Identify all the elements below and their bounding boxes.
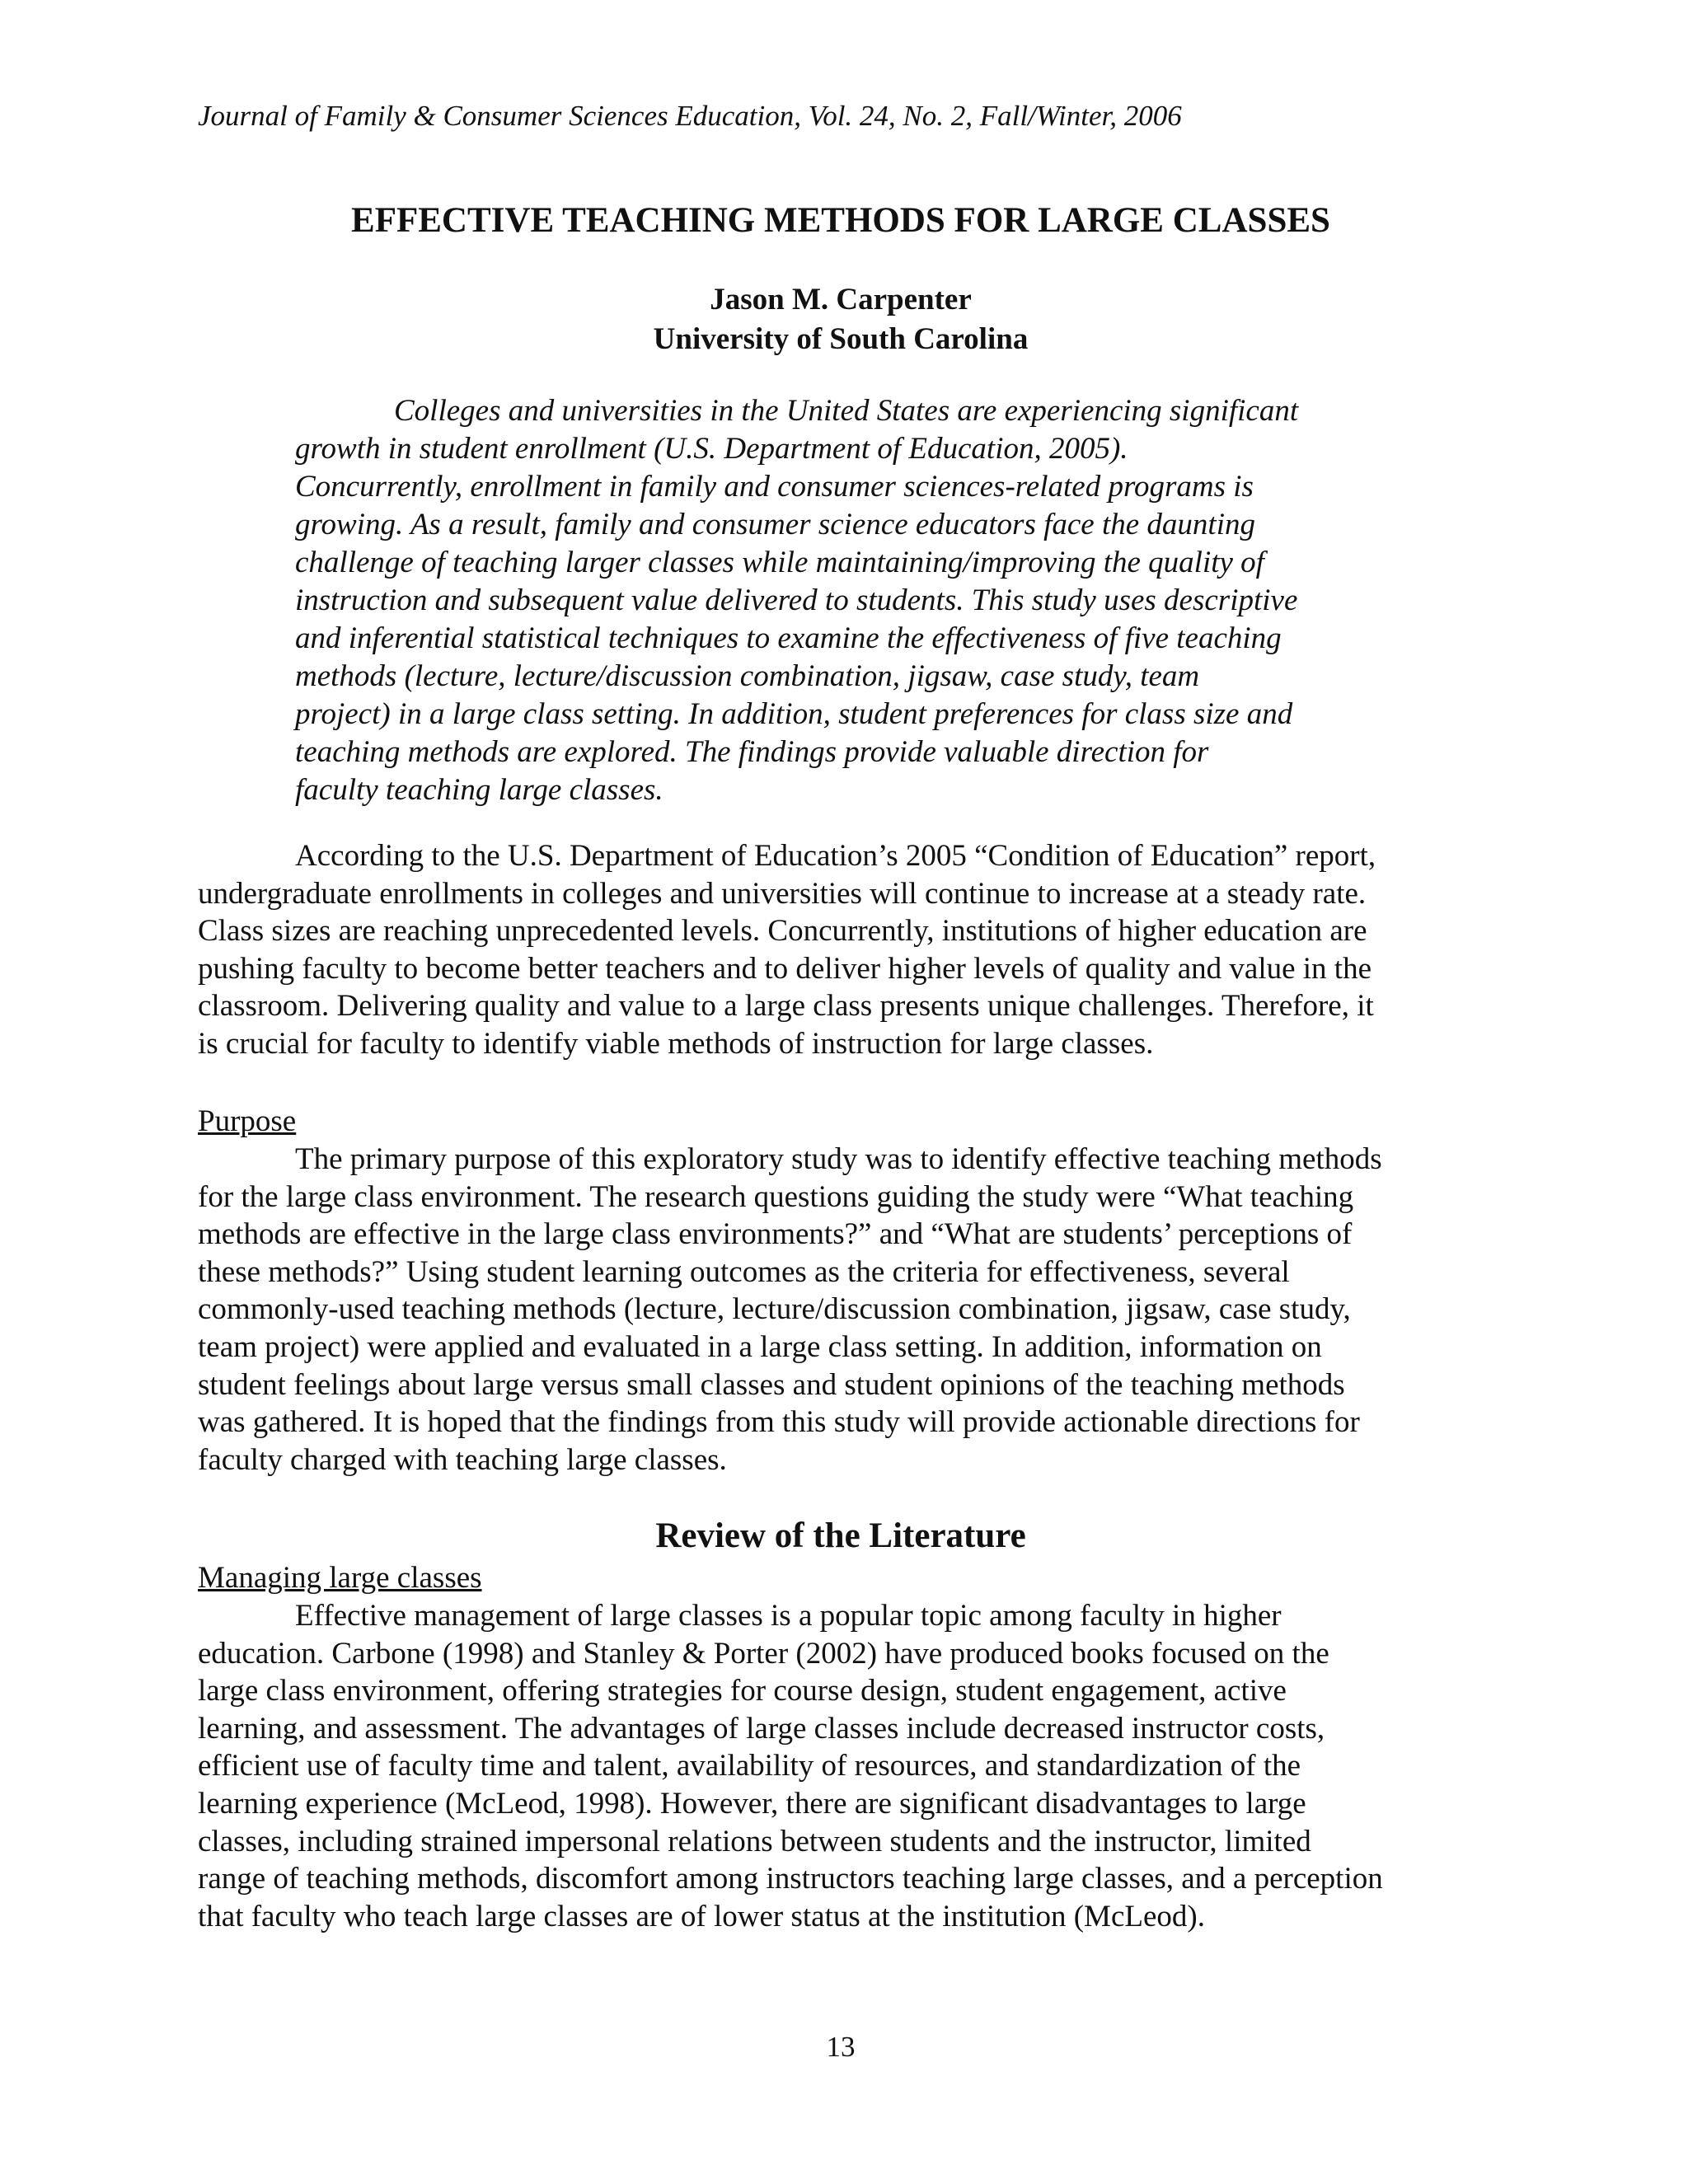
running-header: Journal of Family & Consumer Sciences Education, Vol. 24, No. 2, Fall/Winter, 2006 xyxy=(198,100,1182,132)
literature-heading: Review of the Literature xyxy=(655,1516,1026,1555)
abstract-line: project) in a large class setting. In addition, student preferences for class size and xyxy=(295,697,1293,731)
abstract-line: methods (lecture, lecture/discussion combination, jigsaw, case study, team xyxy=(295,659,1200,693)
intro-paragraph xyxy=(198,837,1484,1063)
purpose-line: commonly-used teaching methods (lecture, lecture/discussion combination, jigsaw, case study, xyxy=(198,1292,1351,1327)
purpose-line: for the large class environment. The research questions guiding the study were “What teaching xyxy=(198,1179,1354,1214)
purpose-line: The primary purpose of this exploratory study was to identify effective teaching methods xyxy=(295,1142,1382,1176)
article-title: EFFECTIVE TEACHING METHODS FOR LARGE CLASSES xyxy=(351,201,1330,240)
abstract-line: growth in student enrollment (U.S. Department of Education, 2005). xyxy=(295,432,1128,466)
intro-line: classroom. Delivering quality and value to a large class presents unique challenges. Therefore, it xyxy=(198,989,1374,1024)
purpose-heading: Purpose xyxy=(198,1104,297,1138)
abstract-line: teaching methods are explored. The findings provide valuable direction for xyxy=(295,735,1209,769)
managing-large-classes-heading: Managing large classes xyxy=(198,1561,482,1595)
intro-line: is crucial for faculty to identify viable methods of instruction for large classes. xyxy=(198,1026,1154,1061)
intro-line: According to the U.S. Department of Education’s 2005 “Condition of Education” report, xyxy=(295,839,1376,873)
abstract xyxy=(295,392,1400,809)
abstract-line: faculty teaching large classes. xyxy=(295,773,663,807)
page-number: 13 xyxy=(826,2031,856,2063)
literature-line: Effective management of large classes is a popular topic among faculty in higher xyxy=(295,1599,1282,1633)
author-affiliation: University of South Carolina xyxy=(653,322,1029,356)
literature-line: classes, including strained impersonal relations between students and the instructor, limited xyxy=(198,1824,1311,1858)
intro-line: pushing faculty to become better teachers and to deliver higher levels of quality and value in the xyxy=(198,951,1372,986)
purpose-line: methods are effective in the large class environments?” and “What are students’ perceptions of xyxy=(198,1217,1353,1252)
purpose-line: student feelings about large versus small classes and student opinions of the teaching methods xyxy=(198,1367,1345,1402)
abstract-line: instruction and subsequent value delivered to students. This study uses descriptive xyxy=(295,583,1298,617)
abstract-line: growing. As a result, family and consumer science educators face the daunting xyxy=(295,508,1255,541)
purpose-paragraph xyxy=(198,1141,1484,1479)
author-block xyxy=(198,280,1484,359)
abstract-line: and inferential statistical techniques to examine the effectiveness of five teaching xyxy=(295,621,1282,655)
literature-line: range of teaching methods, discomfort among instructors teaching large classes, and a perception xyxy=(198,1862,1383,1896)
literature-line: efficient use of faculty time and talent, availability of resources, and standardization of the xyxy=(198,1749,1301,1783)
literature-line: that faculty who teach large classes are of lower status at the institution (McLeod). xyxy=(198,1899,1205,1933)
literature-line: learning, and assessment. The advantages of large classes include decreased instructor costs, xyxy=(198,1711,1325,1746)
purpose-line: team project) were applied and evaluated in a large class setting. In addition, information on xyxy=(198,1329,1322,1364)
literature-line: education. Carbone (1998) and Stanley & Porter (2002) have produced books focused on the xyxy=(198,1636,1329,1671)
purpose-line: faculty charged with teaching large classes. xyxy=(198,1442,727,1477)
abstract-line: Concurrently, enrollment in family and consumer sciences-related programs is xyxy=(295,470,1254,504)
intro-line: Class sizes are reaching unprecedented levels. Concurrently, institutions of higher education are xyxy=(198,914,1367,949)
abstract-line: challenge of teaching larger classes while maintaining/improving the quality of xyxy=(295,546,1264,579)
literature-line: learning experience (McLeod, 1998). However, there are significant disadvantages to large xyxy=(198,1786,1306,1821)
purpose-line: these methods?” Using student learning outcomes as the criteria for effectiveness, several xyxy=(198,1254,1290,1289)
literature-paragraph xyxy=(198,1597,1484,1935)
literature-line: large class environment, offering strategies for course design, student engagement, active xyxy=(198,1674,1287,1708)
purpose-line: was gathered. It is hoped that the findings from this study will provide actionable directions for xyxy=(198,1405,1360,1440)
abstract-line: Colleges and universities in the United States are experiencing significant xyxy=(394,394,1299,428)
intro-line: undergraduate enrollments in colleges and universities will continue to increase at a steady rate. xyxy=(198,876,1367,911)
author-name: Jason M. Carpenter xyxy=(710,283,972,316)
